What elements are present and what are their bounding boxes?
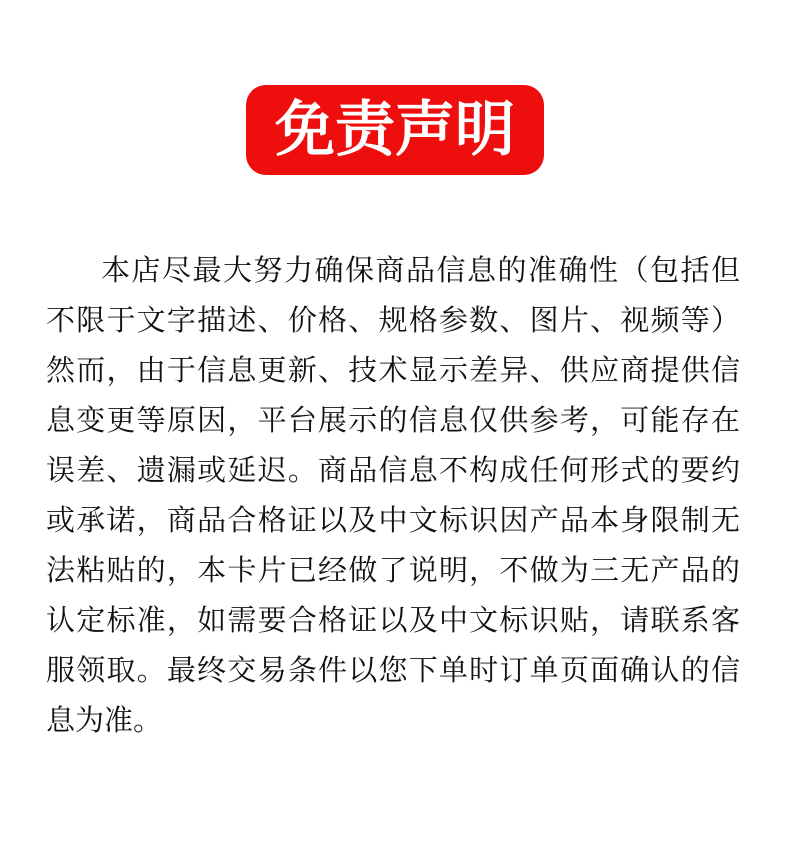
disclaimer-text	[46, 246, 740, 746]
disclaimer-line: 法粘贴的，本卡片已经做了说明，不做为三无产品的	[46, 555, 740, 587]
disclaimer-line: 误差、遗漏或延迟。商品信息不构成任何形式的要约	[46, 455, 740, 487]
disclaimer-line: 息为准。	[46, 705, 163, 737]
disclaimer-line: 然而，由于信息更新、技术显示差异、供应商提供信	[46, 355, 740, 387]
disclaimer-line: 或承诺，商品合格证以及中文标识因产品本身限制无	[46, 505, 740, 537]
disclaimer-line: 服领取。最终交易条件以您下单时订单页面确认的信	[46, 655, 740, 687]
disclaimer-line: 不限于文字描述、价格、规格参数、图片、视频等）	[46, 305, 740, 337]
disclaimer-line: 息变更等原因，平台展示的信息仅供参考，可能存在	[46, 405, 740, 437]
disclaimer-line: 认定标准，如需要合格证以及中文标识贴，请联系客	[46, 605, 740, 637]
disclaimer-line: 本店尽最大努力确保商品信息的准确性（包括但	[101, 255, 740, 287]
disclaimer-title: 免责声明	[275, 96, 515, 163]
disclaimer-banner	[246, 85, 544, 175]
